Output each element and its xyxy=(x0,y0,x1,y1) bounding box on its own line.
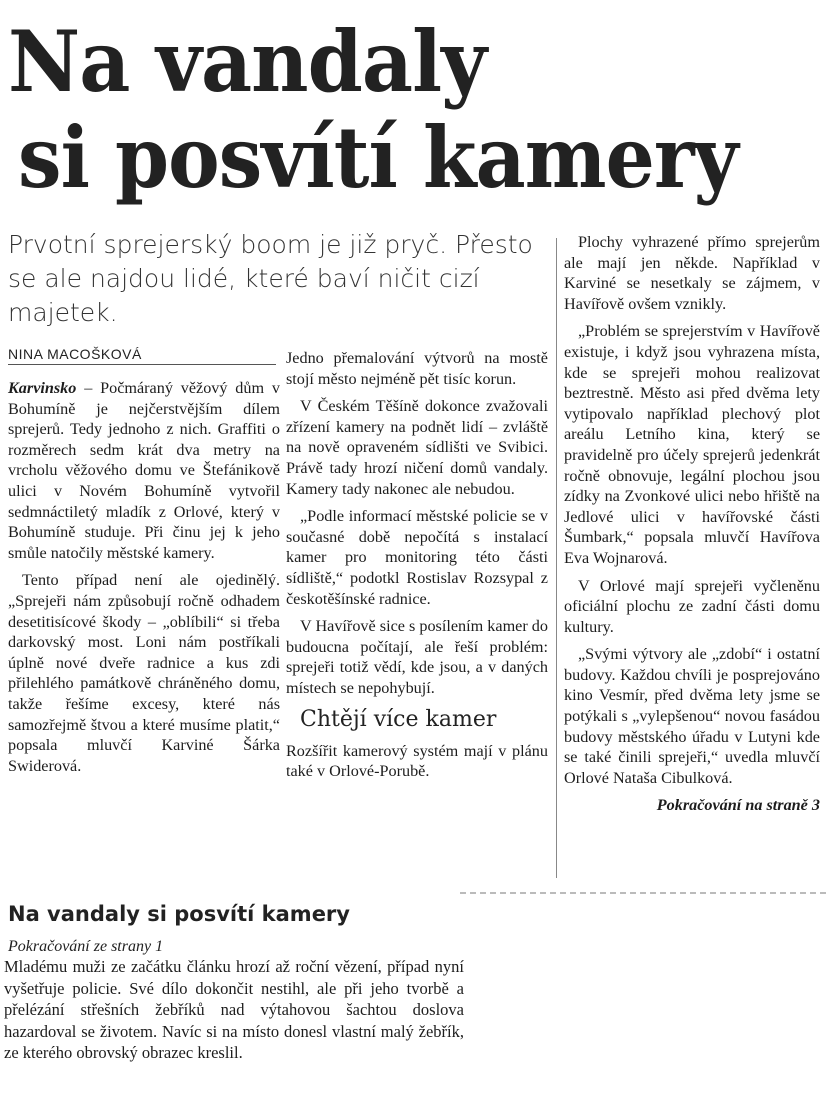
continuation-source-note: Pokračování ze strany 1 xyxy=(8,938,164,955)
byline: NINA MACOŠKOVÁ xyxy=(8,346,276,365)
continuation-headline: Na vandaly si posvítí kamery xyxy=(8,902,350,926)
cut-line xyxy=(460,892,826,894)
paragraph: Plochy vyhrazené přímo sprejerům ale mají jen někde. Například v Karviné se nesetkaly se zájmem, v Havířově ovšem vznikly. xyxy=(564,233,820,313)
lead-paragraph: Prvotní sprejerský boom je již pryč. Přesto se ale najdou lidé, které baví ničit cizí majetek. xyxy=(8,230,533,327)
paragraph: V Orlové mají sprejeři vyčleněnu oficiální plochu ze zadní části domu kultury. xyxy=(564,576,820,636)
headline xyxy=(8,14,808,206)
paragraph: „Svými výtvory ale „zdobí“ i ostatní budovy. Každou chvíli je posprejováno kino Vesmír, před dvěma lety jsme se potýkali s „vylepšenou“ novou fasádou budovy městského úřadu v Lutyni kde se také činili sprejeři,“ uvedla mluvčí Orlové Nataša Cibulková. xyxy=(564,645,820,787)
paragraph: Tento případ není ale ojedinělý. „Sprejeři nám způsobují ročně odhadem desetitisícové škody – „oblíbili“ si třeba darkovský most. Loni nám postříkali úplně nové dveře radnice a kus zdi přilehlého památkově chráněného domu, takže řešíme excesy, které nás samozřejmě štvou a které musíme platit,“ popsala mluvčí Karviné Šárka Swiderová. xyxy=(8,571,280,775)
headline-line-2: si posvítí kamery xyxy=(18,108,738,207)
column-1 xyxy=(8,378,280,783)
paragraph: Jedno přemalování výtvorů na mostě stojí město nejméně pět tisíc korun. xyxy=(286,349,548,388)
paragraph: „Podle informací městské policie se v současné době nepočítá s instalací kamer pro monitoring této části sídliště,“ podotkl Rostislav Rozsypal z českotěšínské radnice. xyxy=(286,507,548,608)
paragraph: „Problém se sprejerstvím v Havířově existuje, i když jsou vyhrazena místa, kde se sprejeři mohou realizovat beztrestně. Město asi před dvěma lety vytipovalo například plechový plot areálu Letního kina, který se pravidelně pro účely sprejerů jedenkrát ročně obnovuje, legální plochou jsou zídky na Zvonkové ulici nebo hřiště na Jedlové ulici v havířovské části Šumbark,“ popsala mluvčí Havířova Eva Wojnarová. xyxy=(564,322,820,567)
continuation-paragraph: Mladému muži ze začátku článku hrozí až roční vězení, případ nyní vyšetřuje policie. Své dílo dokončit nestihl, ale při jeho tvorbě a přelézání střešních žebříků nad výtahovou šachtou doslova hazardoval se životem. Navíc si na místo donesl vlastní malý žebřík, ze kterého obrovský obrazec kreslil. xyxy=(4,957,464,1062)
headline-line-1: Na vandaly xyxy=(8,12,487,111)
paragraph: V Havířově sice s posílením kamer do budoucna počítají, ale řeší problém: sprejeři totiž vědí, kde jsou, a v daných místech se nepohybují. xyxy=(286,617,548,697)
column-2 xyxy=(286,348,548,789)
subheading: Chtějí více kamer xyxy=(300,706,497,732)
dateline: Karvinsko xyxy=(8,379,77,397)
column-3 xyxy=(564,232,820,823)
paragraph: V Českém Těšíně dokonce zvažovali zřízení kamery na podnět lidí – zvláště na nově opraveném sídlišti ve Svibici. Právě tady hrozí ničení domů vandaly. Kamery tady nakonec ale nebudou. xyxy=(286,397,548,498)
paragraph xyxy=(8,378,280,563)
paragraph: Rozšířit kamerový systém mají v plánu také v Orlové-Porubě. xyxy=(286,741,548,781)
continued-note: Pokračování na straně 3 xyxy=(656,796,820,815)
column-divider xyxy=(556,238,557,878)
paragraph-text: – Počmáraný věžový dům v Bohumíně je nejčerstvějším dílem sprejerů. Tedy jednoho z nich. Graffiti o rozměrech sedm krát dva metry na vrcholu věžového domu ve Štefánikově ulici v Novém Bohumíně vytvořil sedmnáctiletý mladík z Orlové, který v Bohumíně studuje. Při činu jej k jeho smůle natočily městské kamery. xyxy=(8,379,280,562)
